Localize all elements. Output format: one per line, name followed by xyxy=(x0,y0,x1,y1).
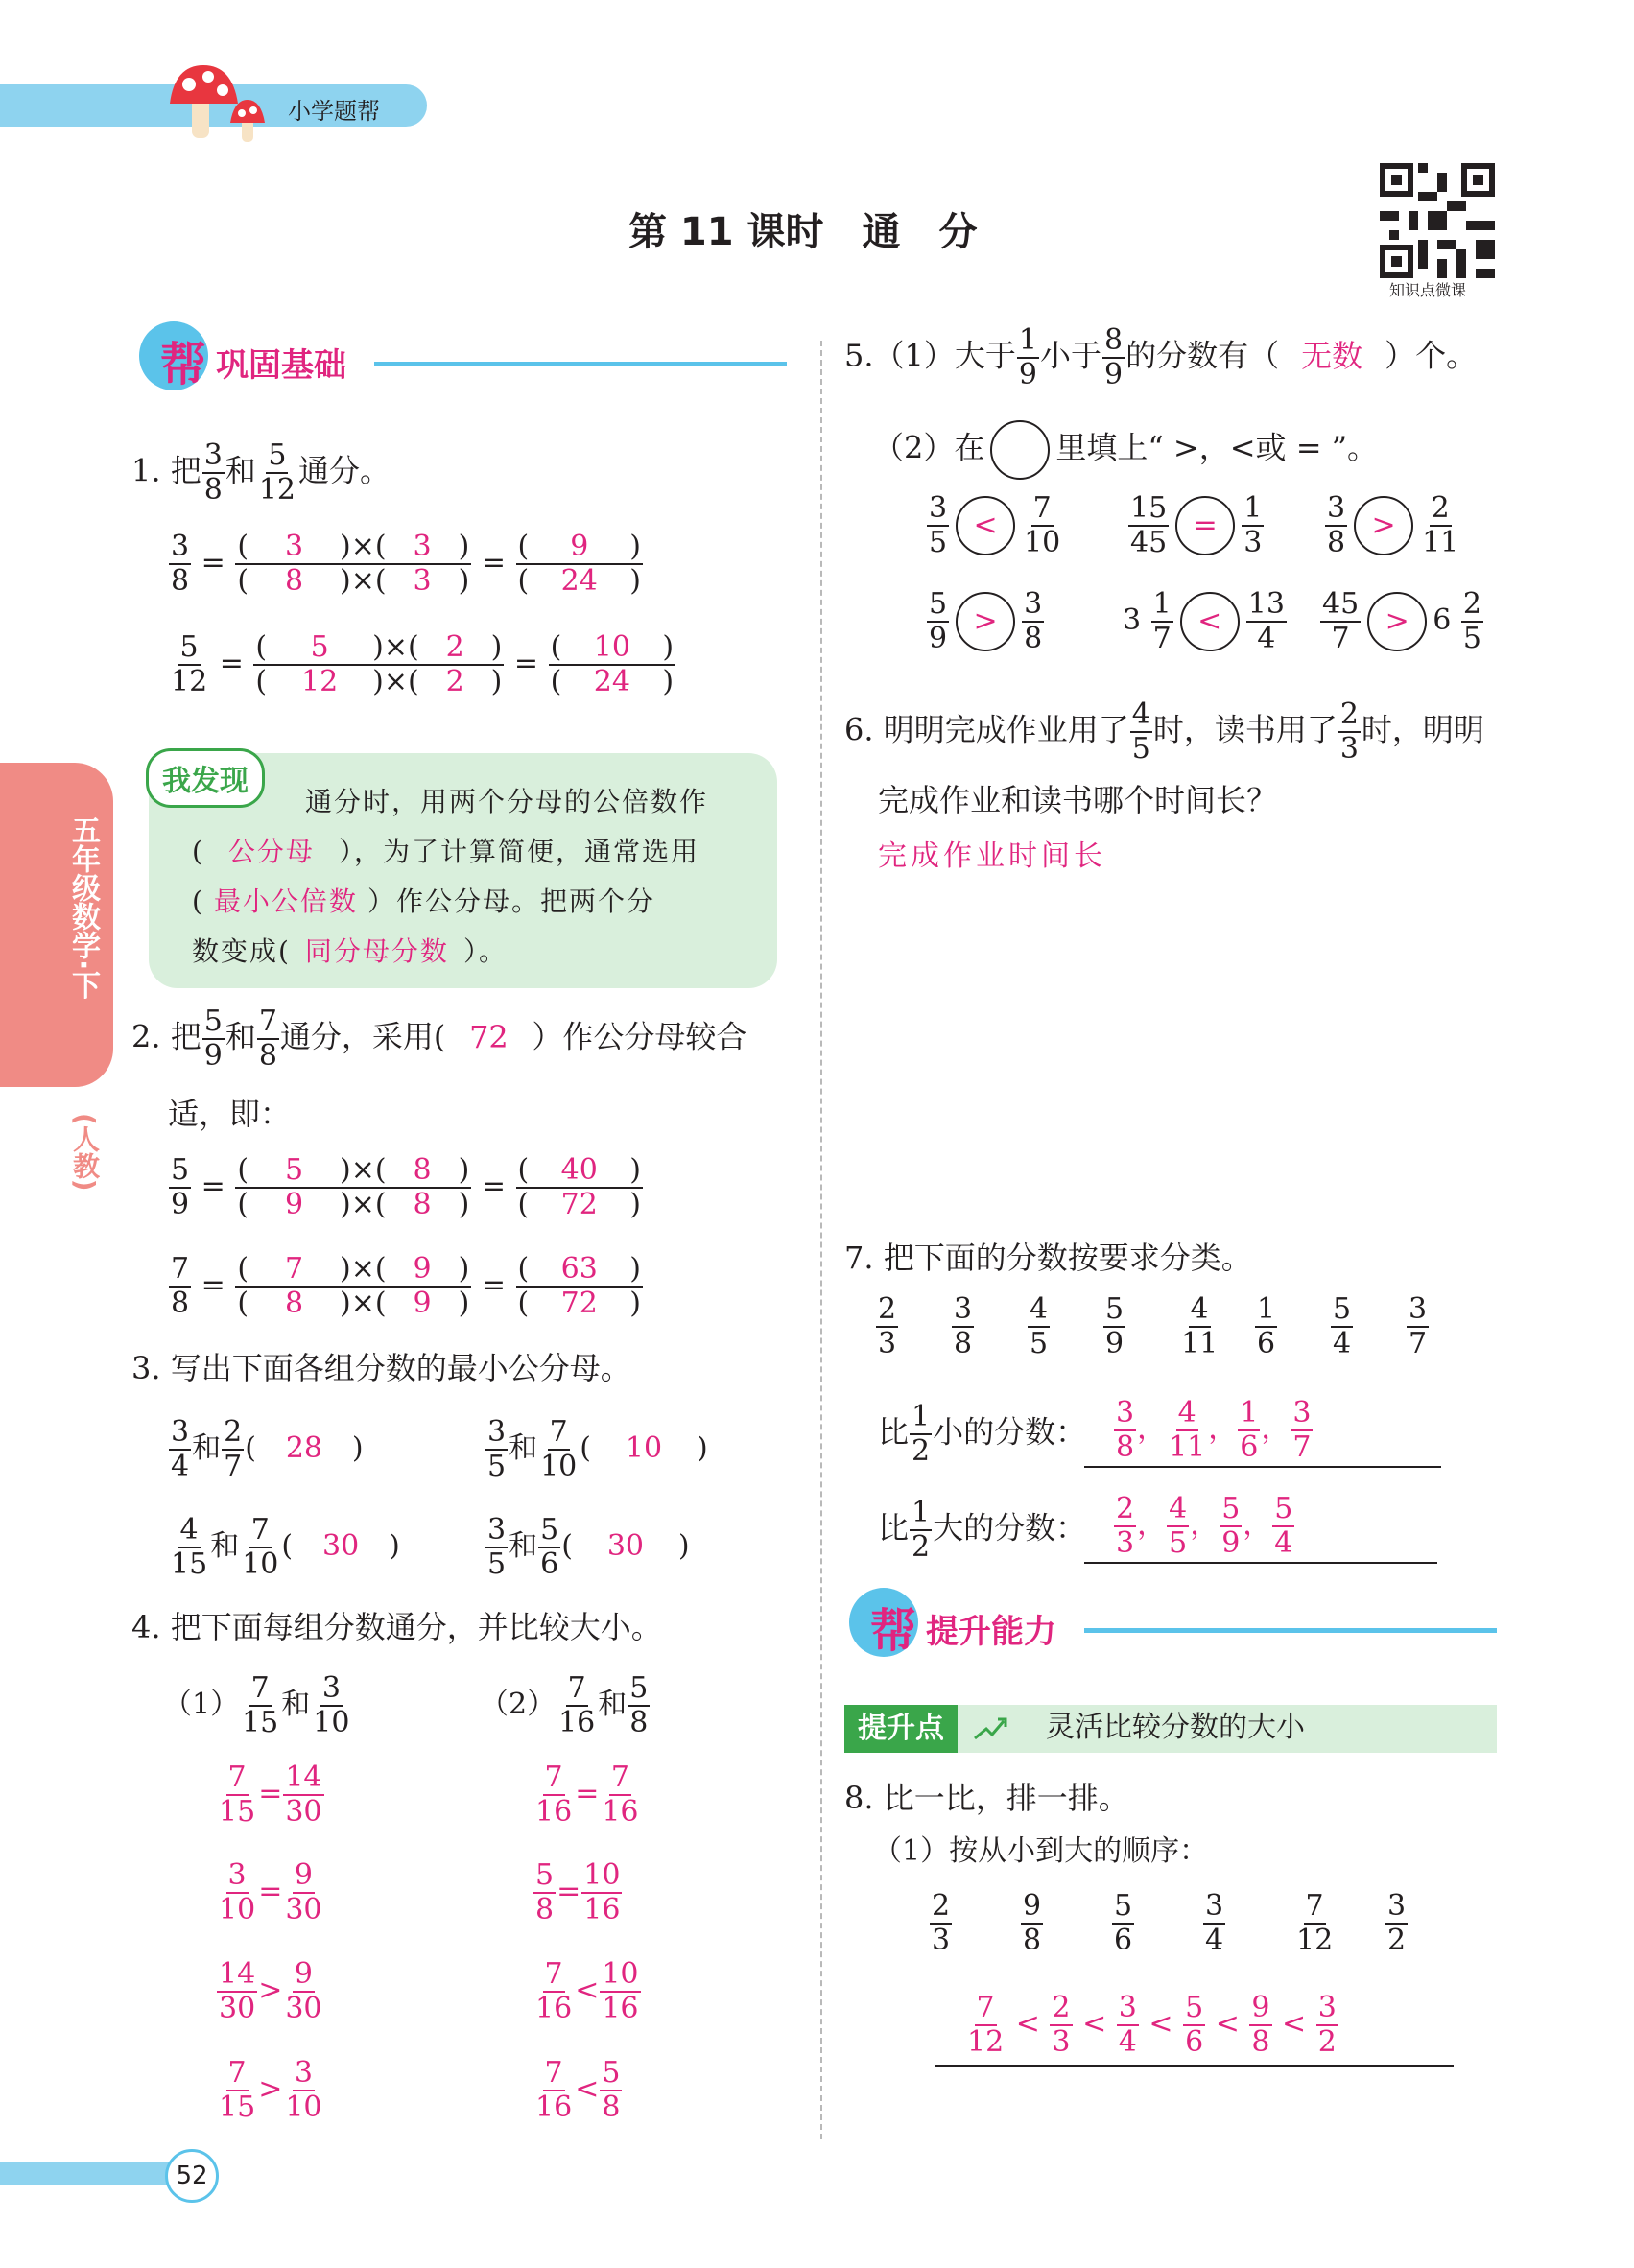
q2-prompt: 2. 把 $\frac{5}{9}$ 和 $\frac{7}{8}$ 通分，采用( 72 ）作公分母较合 xyxy=(131,1004,747,1073)
fraction: $\frac{7}{15}$ xyxy=(219,1760,256,1829)
fraction: $\frac{10}{16}$ xyxy=(602,1957,639,2025)
fraction: $\frac{3}{2}$ xyxy=(1317,1991,1337,2059)
fraction: $\frac{5}{9}$ xyxy=(1105,1292,1125,1360)
q7-more-line xyxy=(1084,1562,1437,1564)
fraction: $\frac{9}{8}$ xyxy=(1251,1991,1270,2059)
q7-more-label: 比 $\frac{1}{2}$ 大的分数： xyxy=(878,1496,1087,1564)
q4-group-1: （1） $\frac{7}{15}$ 和 $\frac{3}{10}$ xyxy=(163,1671,350,1739)
q7-less-answer: $\frac{3}{8}$ ， $\frac{4}{11}$ ， $\frac{1}{6}$ ， $\frac{3}{7}$ xyxy=(1116,1396,1312,1464)
q3-item-3: $\frac{4}{15}$ 和 $\frac{7}{10}$ ( 30 ) xyxy=(171,1513,400,1581)
fraction: $\frac{5}{6}$ xyxy=(1185,1991,1204,2059)
page-number: 52 xyxy=(165,2149,219,2203)
q8-answer: $\frac{7}{12}$ < $\frac{2}{3}$ < $\frac{3}{4}$ < $\frac{5}{6}$ < $\frac{9}{8}$ < $\frac{3}{2}$ xyxy=(967,1991,1337,2059)
fraction: $\frac{7}{15}$ xyxy=(219,2056,256,2124)
fraction: $\frac{9}{8}$ xyxy=(1023,1889,1042,1957)
fraction: $\frac{7}{16}$ xyxy=(535,1957,573,2025)
q5-compare-item xyxy=(926,491,1063,559)
column-divider xyxy=(820,341,822,2139)
fraction: $\frac{7}{16}$ xyxy=(602,1760,639,1829)
q6-answer: 完成作业时间长 xyxy=(878,839,1106,873)
fraction: $\frac{3}{8}$ xyxy=(1116,1396,1135,1464)
fraction: $\frac{3}{4}$ xyxy=(1118,1991,1137,2059)
q5-part1: 5.（1）大于 $\frac{1}{9}$ 小于 $\frac{8}{9}$ 的分数有（ 无数 ）个。 xyxy=(844,323,1478,391)
fraction: $\frac{5}{4}$ xyxy=(1333,1292,1352,1360)
fraction: $\frac{14}{30}$ xyxy=(219,1957,256,2025)
q3-item-1: $\frac{3}{4}$ 和 $\frac{2}{7}$ ( 28 ) xyxy=(171,1415,364,1483)
fraction: $\frac{1}{3}$ xyxy=(1243,491,1263,559)
fraction: $\frac{3}{5}$ xyxy=(929,491,948,559)
fraction: $\frac{3}{4}$ xyxy=(1205,1889,1224,1957)
q8-prompt: 8. 比一比，排一排。 xyxy=(844,1780,1129,1816)
q4-g2-step: $\frac{7}{16}$ < $\frac{5}{8}$ xyxy=(535,2056,621,2124)
tip-text: 灵活比较分数的大小 xyxy=(1046,1711,1305,1744)
q3-item-4: $\frac{3}{5}$ 和 $\frac{5}{6}$ ( 30 ) xyxy=(487,1513,690,1581)
fraction: $\frac{1}{7}$ xyxy=(1152,587,1172,655)
q8-fraction xyxy=(1111,1889,1135,1957)
arrow-icon xyxy=(971,1712,1009,1746)
q6-prompt: 6. 明明完成作业用了 $\frac{4}{5}$ 时，读书用了 $\frac{2}{3}$ 时，明明 xyxy=(844,697,1484,766)
q7-fraction xyxy=(1330,1292,1354,1360)
q4-g2-step: $\frac{7}{16}$ < $\frac{10}{16}$ xyxy=(535,1957,639,2025)
q8-subprompt: （1）按从小到大的顺序： xyxy=(873,1834,1209,1868)
fraction: $\frac{14}{30}$ xyxy=(285,1760,322,1829)
blank-circle xyxy=(990,420,1050,480)
fraction: $\frac{3}{8}$ xyxy=(1024,587,1043,655)
q7-more-answer: $\frac{2}{3}$ ， $\frac{4}{5}$ ， $\frac{5}{9}$ ， $\frac{5}{4}$ xyxy=(1116,1492,1293,1560)
fraction: $\frac{3}{10}$ xyxy=(219,1858,256,1926)
section-basic-mark: 帮 xyxy=(160,338,207,391)
q4-g2-step: $\frac{5}{8}$ = $\frac{10}{16}$ xyxy=(535,1858,621,1926)
fraction: $\frac{45}{7}$ xyxy=(1322,587,1360,655)
q1-equation-2: $\frac{5}{12}$ = $\frac{( 5 )\times( 2 )}{( 12 )\times( 2 )}$ = $\frac{( 10 )}{( 24 )}$ xyxy=(171,630,675,698)
q7-fraction xyxy=(951,1292,975,1360)
qr-code-icon[interactable] xyxy=(1380,163,1495,278)
page-title: 第 11 课时 通 分 xyxy=(628,210,978,254)
find-badge: 我发现 xyxy=(146,748,265,808)
q5-part2: （2）在 里填上“ >，<或 = ”。 xyxy=(873,420,1378,480)
fraction: $\frac{2}{5}$ xyxy=(1462,587,1481,655)
fraction: $\frac{5}{9}$ xyxy=(929,587,948,655)
q2-equation-1: $\frac{5}{9}$ = $\frac{( 5 )\times( 8 )}{( 9 )\times( 8 )}$ = $\frac{( 40 )}{( 72 )}$ xyxy=(171,1153,641,1221)
fraction: $\frac{9}{30}$ xyxy=(285,1858,322,1926)
q5-compare-item xyxy=(926,587,1045,655)
footer-band xyxy=(0,2162,192,2185)
q8-fraction xyxy=(1202,1889,1226,1957)
q8-fraction xyxy=(1385,1889,1409,1957)
find-text: 通分时，用两个分母的公倍数作 ( 公分母 ），为了计算简便，通常选用 ( 最小公倍数 ）作公分母。把两个分 数变成( 同分母分数 ）。 xyxy=(192,786,709,967)
q4-g1-step: $\frac{7}{15}$ > $\frac{3}{10}$ xyxy=(219,2056,322,2124)
q1-equation-1: $\frac{3}{8}$ = $\frac{( 3 )\times( 3 )}{( 8 )\times( 3 )}$ = $\frac{( 9 )}{( 24 )}$ xyxy=(171,530,641,598)
q8-fraction xyxy=(1293,1889,1336,1957)
tip-badge: 提升点 xyxy=(844,1705,958,1753)
q2-equation-2: $\frac{7}{8}$ = $\frac{( 7 )\times( 9 )}{( 8 )\times( 9 )}$ = $\frac{( 63 )}{( 72 )}$ xyxy=(171,1252,641,1320)
fraction: $\frac{4}{11}$ xyxy=(1181,1292,1219,1360)
q7-fraction xyxy=(875,1292,899,1360)
compare-circle[interactable]: < xyxy=(1180,592,1240,651)
fraction: $\frac{5}{6}$ xyxy=(1114,1889,1133,1957)
fraction: $\frac{7}{16}$ xyxy=(535,1760,573,1829)
compare-circle[interactable]: = xyxy=(1175,496,1235,555)
fraction: $\frac{5}{8}$ xyxy=(602,2056,621,2124)
q8-fraction xyxy=(1020,1889,1044,1957)
q1-prompt: 1. 把 $\frac{3}{8}$ 和 $\frac{5}{12}$ 通分。 xyxy=(131,438,391,507)
fraction: $\frac{4}{5}$ xyxy=(1169,1492,1188,1560)
fraction: $\frac{1}{6}$ xyxy=(1257,1292,1276,1360)
fraction: $\frac{2}{3}$ xyxy=(1116,1492,1135,1560)
fraction: $\frac{7}{10}$ xyxy=(1024,491,1061,559)
q4-g1-step: $\frac{7}{15}$ = $\frac{14}{30}$ xyxy=(219,1760,322,1829)
q7-fraction xyxy=(1027,1292,1051,1360)
fraction: $\frac{5}{9}$ xyxy=(1221,1492,1241,1560)
q7-fraction xyxy=(1254,1292,1278,1360)
q7-less-line xyxy=(1084,1466,1441,1468)
fraction: $\frac{5}{8}$ xyxy=(535,1858,555,1926)
q7-fraction xyxy=(1406,1292,1430,1360)
q4-prompt: 4. 把下面每组分数通分，并比较大小。 xyxy=(131,1609,662,1645)
fraction: $\frac{13}{4}$ xyxy=(1247,587,1285,655)
q5-compare-item: $\frac{45}{7}$ > 6 $\frac{2}{5}$ xyxy=(1322,587,1481,655)
q5-compare-item: 3 $\frac{1}{7}$ < $\frac{13}{4}$ xyxy=(1123,587,1285,655)
compare-circle[interactable]: < xyxy=(956,496,1015,555)
fraction: $\frac{3}{8}$ xyxy=(954,1292,973,1360)
fraction: $\frac{7}{12}$ xyxy=(1296,1889,1334,1957)
side-edition: (人教) xyxy=(69,1113,101,1192)
fraction: $\frac{4}{11}$ xyxy=(1169,1396,1206,1464)
fraction: $\frac{2}{3}$ xyxy=(932,1889,951,1957)
fraction: $\frac{3}{2}$ xyxy=(1387,1889,1407,1957)
fraction: $\frac{2}{11}$ xyxy=(1422,491,1459,559)
q2-prompt-line2: 适，即： xyxy=(168,1096,292,1132)
q4-g2-step: $\frac{7}{16}$ = $\frac{7}{16}$ xyxy=(535,1760,639,1829)
q3-prompt: 3. 写出下面各组分数的最小公分母。 xyxy=(131,1350,631,1386)
fraction: $\frac{15}{45}$ xyxy=(1130,491,1168,559)
q7-fraction xyxy=(1102,1292,1126,1360)
mushroom-icon xyxy=(165,58,280,149)
section-advance-title: 提升能力 xyxy=(926,1613,1056,1651)
section-advance xyxy=(849,1588,1502,1665)
side-grade: 五年级数学·下 xyxy=(66,815,100,1000)
fraction: $\frac{2}{3}$ xyxy=(1052,1991,1071,2059)
q4-g1-step: $\frac{14}{30}$ > $\frac{9}{30}$ xyxy=(219,1957,322,2025)
compare-circle[interactable]: > xyxy=(1367,592,1427,651)
fraction: $\frac{3}{8}$ xyxy=(1327,491,1346,559)
fraction: $\frac{4}{5}$ xyxy=(1030,1292,1049,1360)
section-basic-title: 巩固基础 xyxy=(216,346,346,385)
q7-prompt: 7. 把下面的分数按要求分类。 xyxy=(844,1240,1252,1276)
q5-compare-item xyxy=(1127,491,1265,559)
q7-less-label: 比 $\frac{1}{2}$ 小的分数： xyxy=(878,1400,1087,1468)
section-advance-mark: 帮 xyxy=(870,1604,917,1658)
fraction: $\frac{3}{10}$ xyxy=(285,2056,322,2124)
qr-caption: 知识点微课 xyxy=(1389,281,1467,299)
brand-name: 小学题帮 xyxy=(288,98,380,125)
fraction: $\frac{9}{30}$ xyxy=(285,1957,322,2025)
fraction: $\frac{5}{4}$ xyxy=(1274,1492,1293,1560)
q8-answer-line xyxy=(935,2065,1454,2067)
fraction: $\frac{1}{6}$ xyxy=(1240,1396,1259,1464)
q4-g1-step: $\frac{3}{10}$ = $\frac{9}{30}$ xyxy=(219,1858,322,1926)
q4-group-2: （2） $\frac{7}{16}$ 和 $\frac{5}{8}$ xyxy=(480,1671,649,1739)
fraction: $\frac{7}{12}$ xyxy=(967,1991,1005,2059)
fraction: $\frac{7}{16}$ xyxy=(535,2056,573,2124)
fraction: $\frac{10}{16}$ xyxy=(583,1858,621,1926)
compare-circle[interactable]: > xyxy=(956,592,1015,651)
fraction: $\frac{3}{7}$ xyxy=(1409,1292,1428,1360)
q8-fraction xyxy=(929,1889,953,1957)
section-basic xyxy=(139,321,792,398)
compare-circle[interactable]: > xyxy=(1354,496,1413,555)
q7-fraction xyxy=(1178,1292,1220,1360)
q5-compare-item xyxy=(1324,491,1461,559)
q3-item-2: $\frac{3}{5}$ 和 $\frac{7}{10}$ ( 10 ) xyxy=(487,1415,708,1483)
fraction: $\frac{3}{7}$ xyxy=(1292,1396,1312,1464)
q6-prompt-line2: 完成作业和读书哪个时间长？ xyxy=(878,782,1278,818)
fraction: $\frac{2}{3}$ xyxy=(878,1292,897,1360)
